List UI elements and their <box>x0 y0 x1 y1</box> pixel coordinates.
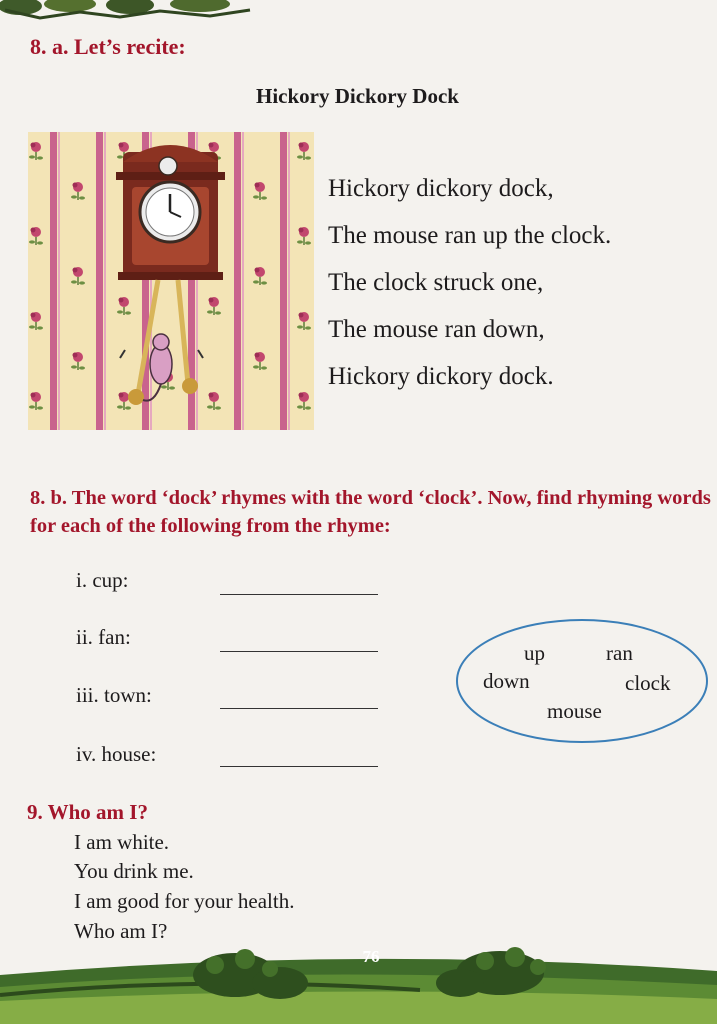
section-8b-instruction: 8. b. The word ‘dock’ rhymes with the word ‘clock’. Now, find rhyming words for each of the following from the rhyme: <box>30 487 711 537</box>
answer-line-fan[interactable] <box>220 651 378 652</box>
top-foliage-decoration <box>0 0 260 26</box>
question-fan-label: ii. fan: <box>76 625 131 649</box>
poem-line: The mouse ran up the clock. <box>328 222 612 249</box>
poem-line: Hickory dickory dock. <box>328 363 554 390</box>
answer-line-town[interactable] <box>220 708 378 709</box>
question-cup-label: i. cup: <box>76 568 129 592</box>
answer-line-house[interactable] <box>220 766 378 767</box>
answer-line-cup[interactable] <box>220 594 378 595</box>
riddle-line: I am good for your health. <box>74 889 295 913</box>
section-8a-heading: 8. a. Let’s recite: <box>30 34 186 59</box>
word-bank-word: down <box>483 669 530 693</box>
word-bank-word: mouse <box>547 699 602 723</box>
word-bank-ellipse <box>455 617 710 745</box>
poem-line: Hickory dickory dock, <box>328 175 554 202</box>
riddle-line: You drink me. <box>74 859 194 883</box>
riddle-line: I am white. <box>74 830 170 854</box>
word-bank-word: clock <box>625 671 671 695</box>
poem-title: Hickory Dickory Dock <box>256 84 459 108</box>
word-bank-word: up <box>524 641 545 665</box>
question-house-label: iv. house: <box>76 742 157 766</box>
section-9-heading: 9. Who am I? <box>27 800 148 824</box>
word-bank-word: ran <box>606 641 633 665</box>
poem-line: The clock struck one, <box>328 269 544 296</box>
poem-line: The mouse ran down, <box>328 316 545 343</box>
clock-mouse-illustration <box>28 132 314 430</box>
riddle-line: Who am I? <box>74 919 168 943</box>
question-town-label: iii. town: <box>76 683 152 707</box>
page-number: 76 <box>362 947 380 966</box>
